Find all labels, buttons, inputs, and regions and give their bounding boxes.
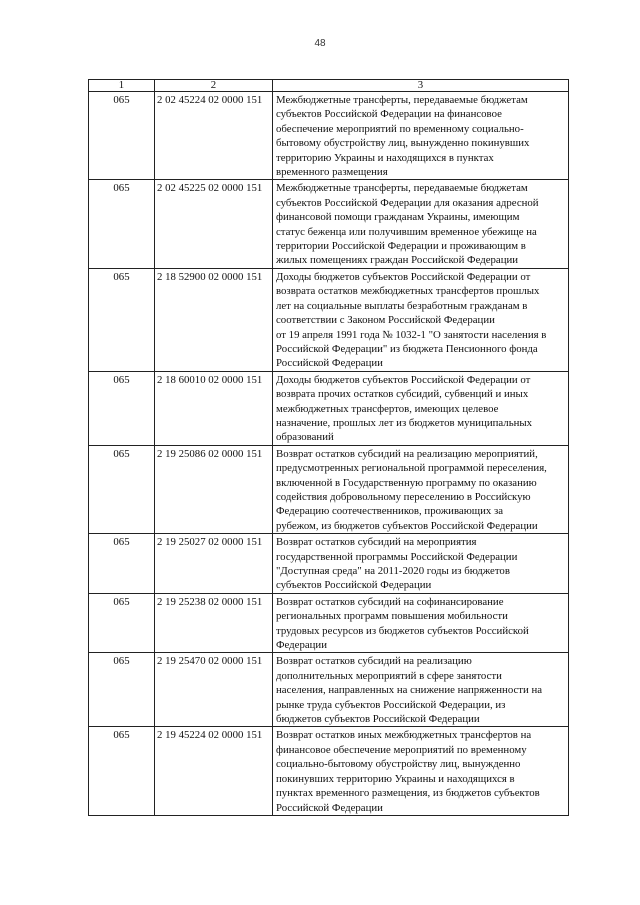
description-line: пунктах временного размещения, из бюджетов субъектов bbox=[276, 787, 540, 800]
column-header-3: 3 bbox=[273, 80, 569, 92]
administrator-code-cell: 065 bbox=[89, 92, 155, 180]
description-line: населения, направленных на снижение напряженности на bbox=[276, 684, 543, 697]
description-line: образований bbox=[276, 431, 334, 444]
description-cell bbox=[273, 445, 569, 533]
description-line: Российской Федерации bbox=[276, 357, 383, 370]
table-row bbox=[89, 534, 569, 594]
revenue-code-cell: 2 02 45225 02 0000 151 bbox=[155, 180, 273, 268]
description-line: Российской Федерации" из бюджета Пенсионного фонда bbox=[276, 342, 538, 355]
description-line: финансовой помощи гражданам Украины, имеющим bbox=[276, 211, 520, 224]
table-body bbox=[89, 92, 569, 816]
description-line: лет на социальные выплаты безработным гражданам в bbox=[276, 299, 528, 312]
description-line: Доходы бюджетов субъектов Российской Федерации от bbox=[276, 373, 531, 386]
revenue-code-cell: 2 19 25027 02 0000 151 bbox=[155, 534, 273, 594]
revenue-code-cell: 2 19 25470 02 0000 151 bbox=[155, 653, 273, 727]
description-cell bbox=[273, 653, 569, 727]
description-line: содействия добровольному переселению в Российскую bbox=[276, 490, 531, 503]
administrator-code-cell: 065 bbox=[89, 534, 155, 594]
description-line: Межбюджетные трансферты, передаваемые бюджетам bbox=[276, 94, 528, 106]
description-cell bbox=[273, 727, 569, 815]
header-row bbox=[89, 80, 569, 92]
administrator-code-cell: 065 bbox=[89, 268, 155, 371]
description-line: субъектов Российской Федерации на финансовое bbox=[276, 108, 502, 121]
description-line: финансовое обеспечение мероприятий по временному bbox=[276, 743, 527, 756]
description-line: субъектов Российской Федерации bbox=[276, 579, 432, 592]
administrator-code-cell: 065 bbox=[89, 445, 155, 533]
table-row bbox=[89, 371, 569, 445]
description-line: "Доступная среда" на 2011-2020 годы из бюджетов bbox=[276, 565, 510, 577]
description-line: предусмотренных региональной программой переселения, bbox=[276, 462, 547, 475]
table-row bbox=[89, 653, 569, 727]
description-line: Возврат остатков иных межбюджетных трансфертов на bbox=[276, 729, 532, 742]
description-line: Федерации bbox=[276, 639, 327, 652]
description-line: территории Российской Федерации и проживающим в bbox=[276, 240, 526, 253]
description-line: дополнительных мероприятий в сфере занятости bbox=[276, 669, 502, 682]
description-line: включенной в Государственную программу по оказанию bbox=[276, 476, 537, 489]
description-line: от 19 апреля 1991 года № 1032-1 "О занятости населения в bbox=[276, 328, 547, 341]
description-line: Федерацию соотечественников, проживающих за bbox=[276, 505, 504, 518]
table-row bbox=[89, 445, 569, 533]
description-line: назначение, прошлых лет из бюджетов муниципальных bbox=[276, 416, 533, 429]
description-line: Российской Федерации bbox=[276, 801, 383, 814]
revenue-code-cell: 2 18 60010 02 0000 151 bbox=[155, 371, 273, 445]
table-row bbox=[89, 180, 569, 268]
description-line: территорию Украины и находящихся в пунктах bbox=[276, 151, 494, 164]
description-line: временного размещения bbox=[276, 166, 388, 179]
description-line: Возврат остатков субсидий на софинансирование bbox=[276, 595, 504, 608]
description-line: субъектов Российской Федерации для оказания адресной bbox=[276, 196, 539, 209]
table-row bbox=[89, 727, 569, 815]
description-line: соответствии с Законом Российской Федерации bbox=[276, 314, 495, 327]
description-line: статус беженца или получившим временное убежище на bbox=[276, 225, 537, 238]
description-line: бытовому обустройству лиц, вынужденно покинувших bbox=[276, 137, 530, 150]
revenue-code-cell: 2 19 25238 02 0000 151 bbox=[155, 593, 273, 653]
description-line: возврата остатков межбюджетных трансфертов прошлых bbox=[276, 285, 540, 298]
description-line: рынке труда субъектов Российской Федерации, из bbox=[276, 698, 506, 711]
page-number: 48 bbox=[314, 38, 326, 49]
description-line: Межбюджетные трансферты, передаваемые бюджетам bbox=[276, 182, 528, 195]
description-cell bbox=[273, 371, 569, 445]
revenue-code-cell: 2 18 52900 02 0000 151 bbox=[155, 268, 273, 371]
administrator-code-cell: 065 bbox=[89, 371, 155, 445]
description-cell bbox=[273, 92, 569, 180]
description-line: обеспечение мероприятий по временному социально- bbox=[276, 122, 524, 135]
description-line: государственной программы Российской Федерации bbox=[276, 550, 518, 563]
description-line: социально-бытовому обустройству лиц, вынужденно bbox=[276, 758, 521, 771]
budget-codes-table bbox=[88, 79, 569, 816]
description-cell bbox=[273, 268, 569, 371]
description-line: рубежом, из бюджетов субъектов Российской Федерации bbox=[276, 519, 538, 532]
table-row bbox=[89, 92, 569, 180]
description-line: межбюджетных трансфертов, имеющих целевое bbox=[276, 402, 499, 415]
description-line: региональных программ повышения мобильности bbox=[276, 610, 508, 623]
administrator-code-cell: 065 bbox=[89, 593, 155, 653]
administrator-code-cell: 065 bbox=[89, 727, 155, 815]
description-line: жилых помещениях граждан Российской Федерации bbox=[276, 254, 519, 267]
description-line: Доходы бюджетов субъектов Российской Федерации от bbox=[276, 270, 531, 283]
administrator-code-cell: 065 bbox=[89, 180, 155, 268]
description-line: трудовых ресурсов из бюджетов субъектов Российской bbox=[276, 624, 529, 637]
table-row bbox=[89, 268, 569, 371]
description-line: Возврат остатков субсидий на мероприятия bbox=[276, 536, 477, 549]
revenue-code-cell: 2 19 25086 02 0000 151 bbox=[155, 445, 273, 533]
description-cell bbox=[273, 534, 569, 594]
description-line: Возврат остатков субсидий на реализацию bbox=[276, 655, 472, 668]
administrator-code-cell: 065 bbox=[89, 653, 155, 727]
column-header-2: 2 bbox=[155, 80, 273, 92]
column-header-1: 1 bbox=[89, 80, 155, 92]
description-cell bbox=[273, 180, 569, 268]
description-line: покинувших территорию Украины и находящихся в bbox=[276, 772, 515, 785]
description-line: Возврат остатков субсидий на реализацию мероприятий, bbox=[276, 447, 538, 460]
table-row bbox=[89, 593, 569, 653]
description-line: бюджетов субъектов Российской Федерации bbox=[276, 713, 480, 726]
revenue-code-cell: 2 02 45224 02 0000 151 bbox=[155, 92, 273, 180]
description-line: возврата прочих остатков субсидий, субвенций и иных bbox=[276, 388, 529, 401]
revenue-code-cell: 2 19 45224 02 0000 151 bbox=[155, 727, 273, 815]
description-cell bbox=[273, 593, 569, 653]
